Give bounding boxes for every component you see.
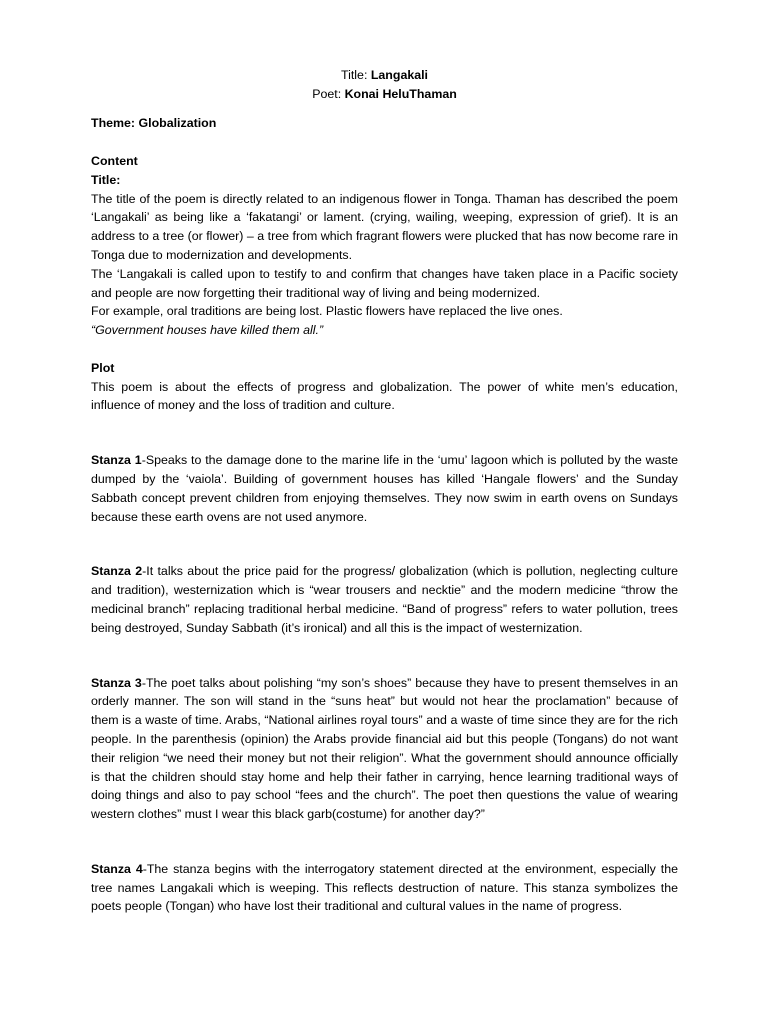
stanza-1-text: -Speaks to the damage done to the marine life in the ‘umu’ lagoon which is polluted by the waste dumped by the ‘vaiola’. Building of government houses has killed ‘Hangale flowers’ and the Sunday Sabbath concept prevent children from enjoying themselves. They now swim in earth ovens on Sundays because these earth ovens are not used anymore. bbox=[91, 453, 678, 524]
content-heading: Content bbox=[91, 153, 138, 168]
title-label: Title: bbox=[341, 68, 371, 82]
poet-line bbox=[91, 85, 678, 104]
content-paragraph-3: For example, oral traditions are being lost. Plastic flowers have replaced the live ones. bbox=[91, 304, 563, 319]
poem-title: Langakali bbox=[370, 68, 428, 82]
content-paragraph-2: The ‘Langakali is called upon to testify to and confirm that changes have taken place in a Pacific society and people are now forgetting their traditional way of living and being modernized. bbox=[91, 266, 678, 300]
stanza-2-label: Stanza 2 bbox=[91, 564, 143, 579]
plot-paragraph: This poem is about the effects of progress and globalization. The power of white men’s education, influence of money and the loss of tradition and culture. bbox=[91, 379, 678, 413]
stanza-4-label: Stanza 4 bbox=[91, 861, 143, 876]
stanza-3-label: Stanza 3 bbox=[91, 675, 142, 690]
document-page bbox=[91, 66, 678, 916]
stanza-2-text: -It talks about the price paid for the progress/ globalization (which is pollution, neglecting culture and tradition), westernization which is “wear trousers and necktie” and the modern medicine “throw the medicinal branch” replacing traditional herbal medicine. “Band of progress” refers to water pollution, trees being destroyed, Sunday Sabbath (it’s ironical) and all this is the impact of westernization. bbox=[91, 564, 678, 635]
stanza-3-text: -The poet talks about polishing “my son’s shoes” because they have to present themselves in an orderly manner. The son will stand in the “suns heat” but would not hear the proclamation” because of them is a waste of time. Arabs, “National airlines royal tours” and a waste of time since they are for the rich people. In the parenthesis (opinion) the Arabs provide financial aid but this people (Tongans) do not want their religion “we need their money but not their religion”. What the government should announce officially is that the children should stay home and help their father in carrying, hence learning traditional ways of doing things and also to pay school “fees and the church”. The poet then questions the value of wearing western clothes” must I wear this black garb(costume) for another day?” bbox=[91, 675, 678, 822]
stanza-1-paragraph bbox=[91, 451, 678, 526]
title-line bbox=[91, 66, 678, 85]
title-subheading: Title: bbox=[91, 172, 121, 187]
stanza-4-paragraph bbox=[91, 860, 678, 916]
poet-label: Poet: bbox=[312, 86, 345, 101]
content-paragraph-1: The title of the poem is directly related to an indigenous flower in Tonga. Thaman has described the poem ‘Langakali’ as being like a ‘fakatangi’ or lament. (crying, wailing, weeping, expression of grief). It is an address to a tree (or flower) – a tree from which fragrant flowers were plucked that has now become rare in Tonga due to modernization and developments. bbox=[91, 191, 678, 262]
stanza-2-paragraph bbox=[91, 562, 678, 637]
stanza-3-paragraph bbox=[91, 674, 678, 824]
stanza-4-text: -The stanza begins with the interrogatory statement directed at the environment, especially the tree names Langakali which is weeping. This reflects destruction of nature. This stanza symbolizes the poets people (Tongan) who have lost their traditional and cultural values in the name of progress. bbox=[91, 861, 678, 914]
stanza-1-label: Stanza 1 bbox=[91, 453, 142, 468]
poet-name: Konai HeluThaman bbox=[344, 86, 457, 101]
content-quote: “Government houses have killed them all.” bbox=[91, 323, 324, 338]
plot-heading: Plot bbox=[91, 360, 115, 375]
theme-heading: Theme: Globalization bbox=[91, 116, 217, 131]
